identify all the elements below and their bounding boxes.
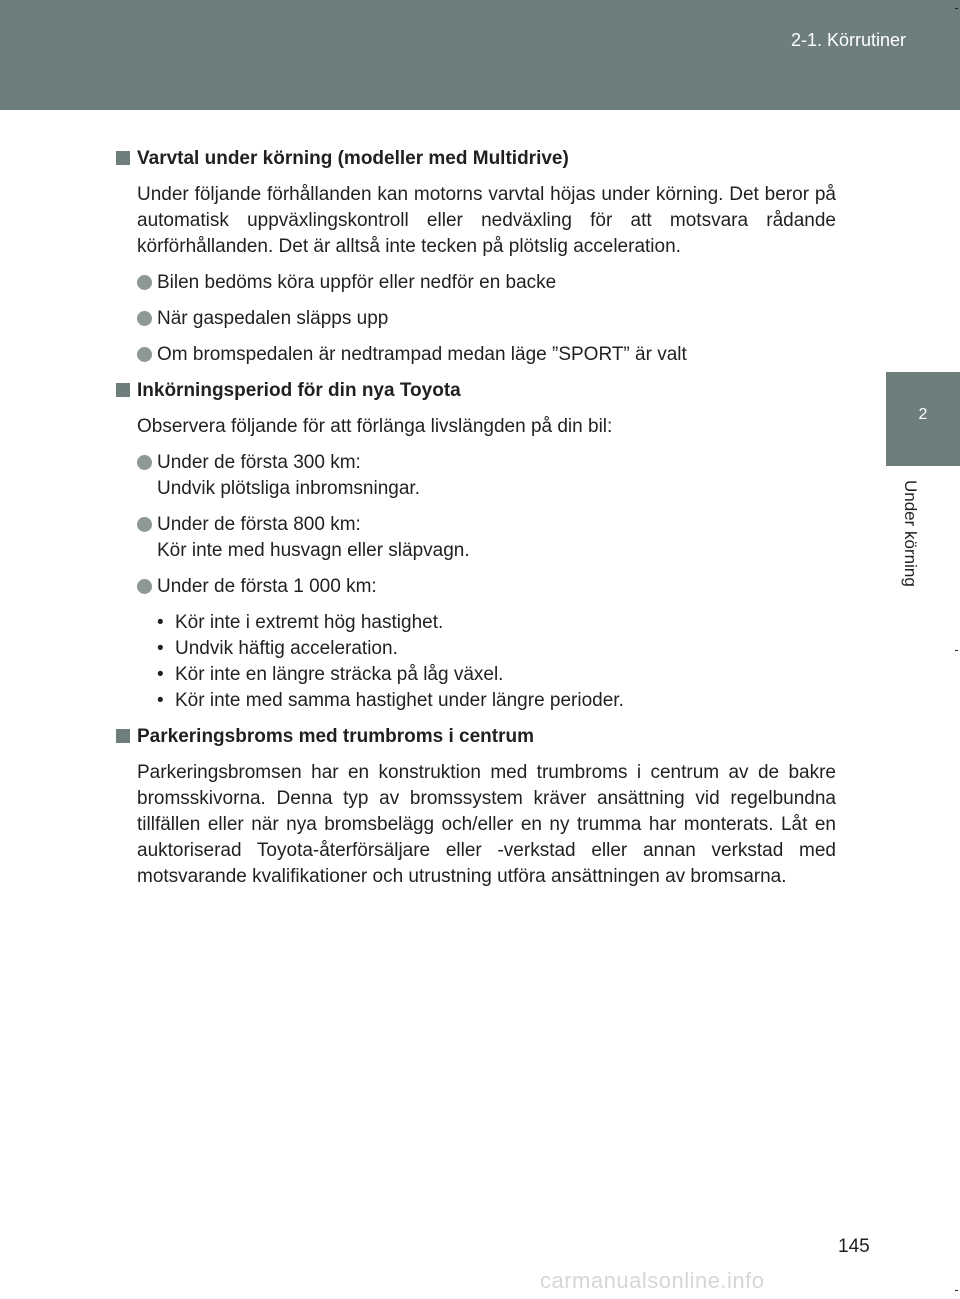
dot-bullet-icon: • — [157, 638, 164, 659]
watermark: carmanualsonline.info — [540, 1268, 765, 1293]
chapter-number: 2 — [918, 406, 928, 423]
list-item: Under de första 1 000 km: — [137, 574, 836, 600]
section-title: 2-1. Körrutiner — [790, 30, 906, 50]
circle-bullet-icon — [137, 275, 152, 290]
sub-list-item: • Kör inte med samma hastighet under längre perioder. — [157, 688, 836, 714]
section-paragraph: Observera följande för att förlänga livslängden på din bil: — [137, 416, 613, 437]
sub-list-item: • Kör inte en längre sträcka på låg växel. — [157, 662, 836, 688]
list-item: Bilen bedöms köra uppför eller nedför en backe — [137, 270, 836, 296]
list-item: Om bromspedalen är nedtrampad medan läge ”SPORT” är valt — [137, 342, 836, 368]
section-paragraph: Parkeringsbromsen har en konstruktion med trumbroms i centrum av de bakre bromsskivorna. Denna typ av bromssystem kräver ansättning vid regelbundna tillfällen eller när nya bromsbelägg och/eller en ny trumma har monterats. Låt en auktoriserad Toyota-återförsäljare eller -verkstad eller annan verkstad med motsvarande kvalifikationer och utrustning utföra ansättningen av bromsarna. — [137, 762, 836, 887]
circle-bullet-icon — [137, 517, 152, 532]
chapter-label: Under körning — [901, 480, 920, 587]
sub-list — [157, 610, 836, 714]
circle-bullet-icon — [137, 347, 152, 362]
page-content — [116, 146, 836, 900]
section-heading: Varvtal under körning (modeller med Multidrive) — [116, 146, 836, 172]
dot-bullet-icon: • — [157, 664, 164, 685]
sub-list-item: • Kör inte i extremt hög hastighet. — [157, 610, 836, 636]
section-heading: Inkörningsperiod för din nya Toyota — [116, 378, 836, 404]
dot-bullet-icon: • — [157, 612, 164, 633]
circle-bullet-icon — [137, 311, 152, 326]
list-item: Under de första 800 km: Kör inte med husvagn eller släpvagn. — [137, 512, 836, 564]
square-bullet-icon — [116, 383, 130, 397]
dot-bullet-icon: • — [157, 690, 164, 711]
page-number: 145 — [838, 1236, 870, 1257]
crop-mark — [955, 8, 958, 9]
page-header — [0, 0, 960, 110]
circle-bullet-icon — [137, 579, 152, 594]
square-bullet-icon — [116, 151, 130, 165]
section-paragraph: Under följande förhållanden kan motorns varvtal höjas under körning. Det beror på automatisk uppväxlingskontroll eller nedväxling för att motsvara rådande körförhållanden. Det är alltså inte tecken på plötslig acceleration. — [137, 184, 836, 257]
sub-list-item: • Undvik häftig acceleration. — [157, 636, 836, 662]
chapter-tab — [886, 372, 960, 466]
section-heading: Parkeringsbroms med trumbroms i centrum — [116, 724, 836, 750]
crop-mark — [955, 1290, 958, 1291]
circle-bullet-icon — [137, 455, 152, 470]
crop-mark — [955, 650, 958, 651]
square-bullet-icon — [116, 729, 130, 743]
list-item: När gaspedalen släpps upp — [137, 306, 836, 332]
list-item: Under de första 300 km: Undvik plötsliga inbromsningar. — [137, 450, 836, 502]
